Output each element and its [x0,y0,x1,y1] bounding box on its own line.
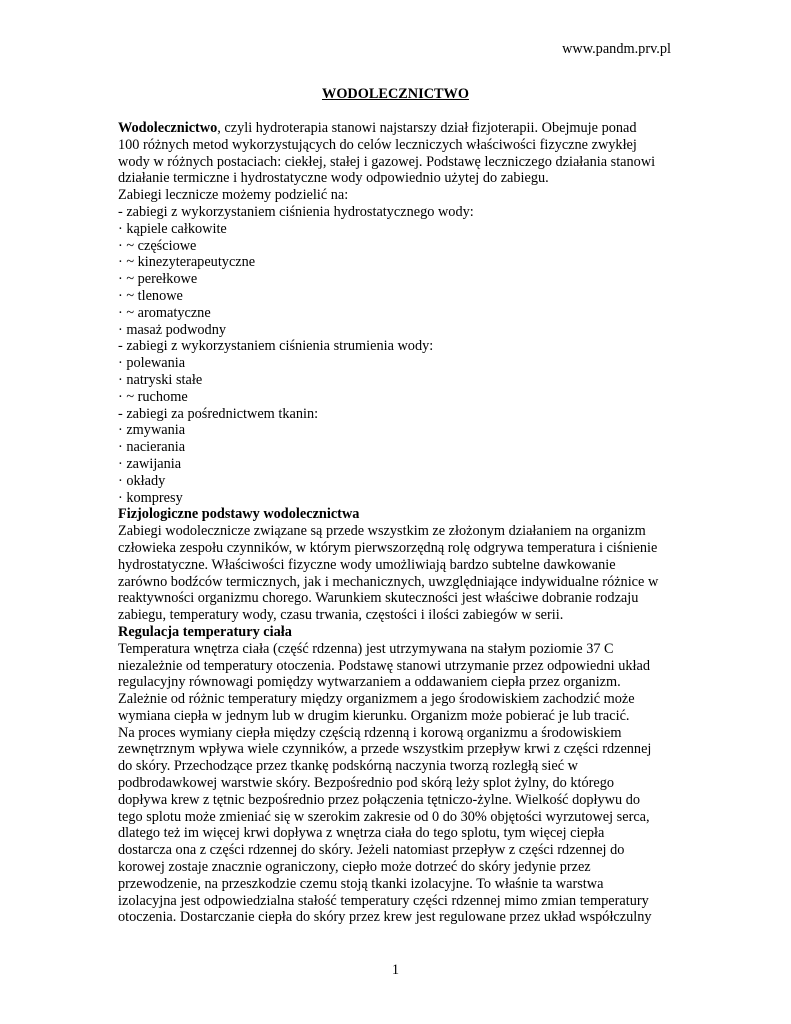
list-item: - zabiegi z wykorzystaniem ciśnienia hydrostatycznego wody: [118,203,474,220]
paragraph-line: zewnętrznym wpływa wiele czynników, a przede wszystkim przepływ krwi z części rdzennej [118,741,652,758]
paragraph-line: zabiegu, temperatury wody, czasu trwania, częstości i ilości zabiegów w serii. [118,607,564,624]
paragraph-line: podbrodawkowej warstwie skóry. Bezpośrednio pod skórą leży splot żylny, do którego [118,775,615,792]
paragraph-line: Zabiegi wodolecznicze związane są przede wszystkim ze złożonym działaniem na organizm [118,523,646,540]
page-number: 1 [391,962,400,978]
physiology-section [118,506,678,624]
section-heading: Regulacja temperatury ciała [118,623,292,640]
intro-line: 100 różnych metod wykorzystujących do celów leczniczych właściwości fizyczne zwykłej [118,136,637,153]
document-body [118,120,678,926]
paragraph-line: wymiana ciepła w jednym lub w drugim kierunku. Organizm może pobierać je lub tracić. [118,707,630,724]
header-url: www.pandm.prv.pl [562,41,671,57]
paragraph-line: dlatego też im więcej krwi dopływa z wnętrza ciała do tego splotu, tym więcej ciepła [118,825,605,842]
list-item: · ~ perełkowe [118,271,198,288]
paragraph-line: izolacyjna jest odpowiedzialna stałość temperatury części rdzennej mimo zmian temperatury [118,892,649,909]
list-item: · ~ częściowe [118,237,197,254]
list-item: · kompresy [118,489,183,506]
section-heading: Fizjologiczne podstawy wodolecznictwa [118,506,360,523]
regulation-section [118,624,678,926]
paragraph-line: Na proces wymiany ciepła między częścią rdzenną i korową organizmu a środowiskiem [118,724,622,741]
paragraph-line: przewodzenie, na przeszkodzie czemu stoją tkanki izolacyjne. To właśnie ta warstwa [118,875,604,892]
list-item: · masaż podwodny [118,321,226,338]
paragraph-line: dopływa krew z tętnic bezpośrednio przez połączenia tętniczo-żylne. Wielkość dopływu do [118,791,640,808]
list-item: · ~ aromatyczne [118,304,211,321]
list-item: · ~ tlenowe [118,287,183,304]
list-item: · ~ ruchome [118,388,188,405]
list-item: · polewania [118,355,186,372]
paragraph-line: zarówno bodźców termicznych, jak i mechanicznych, uwzględniające indywidualne różnice w [118,573,659,590]
list-item: · zawijania [118,455,182,472]
intro-line: wody w różnych postaciach: ciekłej, stałej i gazowej. Podstawę leczniczego działania stanowi [118,153,656,170]
paragraph-line: Temperatura wnętrza ciała (część rdzenna) jest utrzymywana na stałym poziomie 37 C [118,640,614,657]
intro-paragraph [118,120,678,204]
paragraph-line: niezależnie od temperatury otoczenia. Podstawę stanowi utrzymanie przez odpowiedni układ [118,657,650,674]
list-item: · okłady [118,472,166,489]
intro-line: Wodolecznictwo, czyli hydroterapia stanowi najstarszy dział fizjoterapii. Obejmuje ponad [118,120,637,136]
intro-line: Zabiegi lecznicze możemy podzielić na: [118,187,349,204]
list-item: - zabiegi za pośrednictwem tkanin: [118,405,319,422]
paragraph-line: dostarcza ona z części rdzennej do skóry. Jeżeli natomiast przepływ z części rdzennej do [118,842,625,859]
paragraph-line: korowej zostaje znacznie ograniczony, ciepło może dotrzeć do skóry jedynie przez [118,859,591,876]
list-item: - zabiegi z wykorzystaniem ciśnienia strumienia wody: [118,338,434,355]
document-title: WODOLECZNICTWO [322,86,469,102]
paragraph-line: Zależnie od różnic temperatury między organizmem a jego środowiskiem zachodzić może [118,691,635,708]
paragraph-line: hydrostatyczne. Właściwości fizyczne wody umożliwiają bardzo subtelne dawkowanie [118,556,616,573]
list-item: · kąpiele całkowite [118,220,227,237]
treatment-list [118,204,678,506]
intro-line: działanie termiczne i hydrostatyczne wody odpowiednio użytej do zabiegu. [118,170,549,187]
paragraph-line: regulacyjny równowagi pomiędzy wytwarzaniem a oddawaniem ciepła przez organizm. [118,674,621,691]
intro-term: Wodolecznictwo [118,120,218,136]
list-item: · nacierania [118,439,186,456]
paragraph-line: do skóry. Przechodzące przez tkankę podskórną naczynia tworzą rozległą sieć w [118,758,578,775]
paragraph-line: reaktywności organizmu chorego. Warunkiem skuteczności jest właściwe dobranie rodzaju [118,590,639,607]
list-item: · zmywania [118,422,186,439]
paragraph-line: człowieka zespołu czynników, w którym pierwszorzędną rolę odgrywa temperatura i ciśnienie [118,539,658,556]
paragraph-line: tego splotu może zmieniać się w szerokim zakresie od 0 do 30% objętości wyrzutowej serca, [118,808,650,825]
list-item: · natryski stałe [118,371,203,388]
paragraph-line: otoczenia. Dostarczanie ciepła do skóry przez krew jest regulowane przez układ współczulny [118,909,652,926]
list-item: · ~ kinezyterapeutyczne [118,254,256,271]
